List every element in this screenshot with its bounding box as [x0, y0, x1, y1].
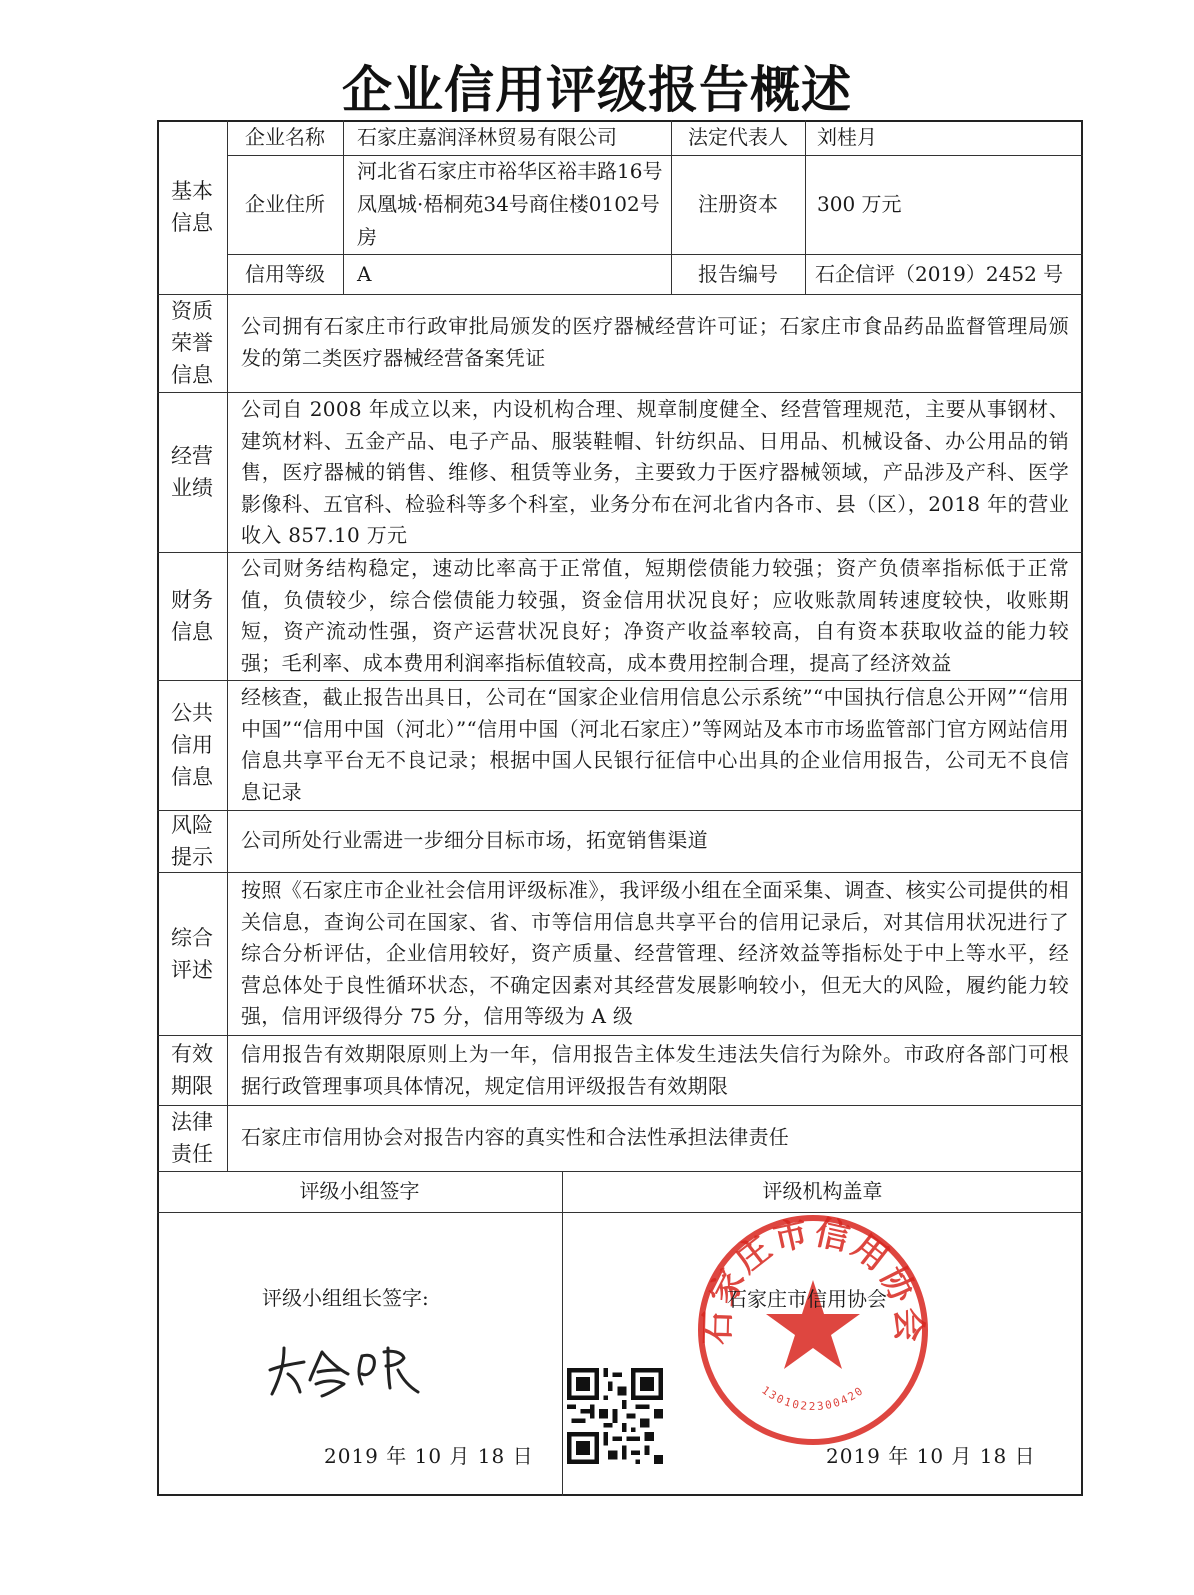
rating-value: A [357, 261, 372, 286]
section-text-risk: 公司所处行业需进一步细分目标市场，拓宽销售渠道 [241, 828, 708, 852]
row-divider [157, 1212, 1083, 1213]
section-label-summary: 综合评述 [171, 925, 213, 982]
seal-text: 石家庄市信用协会 [697, 1212, 929, 1346]
row-divider [157, 872, 1083, 873]
section-text-legal: 石家庄市信用协会对报告内容的真实性和合法性承担法律责任 [241, 1125, 790, 1149]
section-text-finance: 公司财务结构稳定，速动比率高于正常值，短期偿债能力较强；资产负债率指标低于正常值，负债较少，综合偿债能力较强，资金信用状况良好；应收账款周转速度较快，收账期短，资产流动性强，资产运营状况良好；净资产收益率较高，自有资本获取收益的能力较强；毛利率、成本费用利润率指标值较高，成本费用控制合理，提高了经济效益 [241, 556, 1069, 675]
section-text-public-credit: 经核查，截止报告出具日，公司在“国家企业信用信息公示系统”“中国执行信息公开网”“信用中国”“信用中国（河北）”“信用中国（河北石家庄）”等网站及本市市场监管部门官方网站信用信息共享平台无不良记录；根据中国人民银行征信中心出具的企业信用报告，公司无不良信息记录 [241, 685, 1069, 804]
company-name-value: 石家庄嘉润泽林贸易有限公司 [357, 125, 617, 149]
leader-signature-label: 评级小组组长签字: [262, 1286, 429, 1310]
section-text-summary: 按照《石家庄市企业社会信用评级标准》，我评级小组在全面采集、调查、核实公司提供的相关信息，查询公司在国家、省、市等信用信息共享平台的信用记录后，对其信用状况进行了综合分析评估，企业信用较好，资产质量、经营管理、经济效益等指标处于中上等水平，经营总体处于良性循环状态，不确定因素对其经营发展影响较小，但无大的风险，履约能力较强，信用评级得分 75 分，信用等级为 A 级 [241, 878, 1069, 1028]
row-divider [157, 294, 1083, 295]
section-label-risk: 风险提示 [171, 813, 213, 869]
document-title: 企业信用评级报告概述 [342, 61, 852, 119]
org-stamp-date: 2019 年 10 月 18 日 [826, 1444, 1036, 1468]
report-no-value: 石企信评（2019）2452 号 [815, 261, 1064, 286]
company-name-label: 企业名称 [245, 125, 325, 149]
section-label-finance: 财务信息 [171, 588, 213, 644]
group-signature-date: 2019 年 10 月 18 日 [324, 1444, 534, 1468]
legal-rep-label: 法定代表人 [688, 125, 788, 149]
row-divider [157, 1035, 1083, 1036]
org-name-label: 石家庄市信用协会 [727, 1287, 887, 1311]
section-label-business: 经营业绩 [171, 444, 213, 500]
legal-rep-value: 刘桂月 [817, 125, 877, 149]
section-label-legal: 法律责任 [171, 1110, 213, 1166]
capital-label: 注册资本 [698, 192, 778, 216]
svg-text:1301022300420 [759, 1384, 867, 1413]
org-stamp-header: 评级机构盖章 [762, 1179, 883, 1203]
seal-number: 1301022300420 [759, 1383, 867, 1414]
row-divider [157, 392, 1083, 393]
rating-label: 信用等级 [245, 261, 325, 286]
qr-code-icon [567, 1368, 663, 1464]
column-divider [562, 1171, 563, 1496]
section-text-validity: 信用报告有效期限原则上为一年，信用报告主体发生违法失信行为除外。市政府各部门可根据行政管理事项具体情况，规定信用评级报告有效期限 [241, 1042, 1069, 1098]
official-seal-icon [693, 1210, 933, 1450]
address-label: 企业住所 [245, 192, 325, 216]
address-value: 河北省石家庄市裕华区裕丰路16号凤凰城·梧桐苑34号商住楼0102号房 [357, 159, 663, 249]
row-divider [157, 1105, 1083, 1106]
section-label-basic: 基本信息 [171, 179, 213, 235]
section-label-qualification: 资质荣誉信息 [171, 299, 213, 387]
capital-value: 300 万元 [817, 192, 902, 216]
section-text-qualification: 公司拥有石家庄市行政审批局颁发的医疗器械经营许可证；石家庄市食品药品监督管理局颁发的第二类医疗器械经营备案凭证 [241, 314, 1069, 370]
section-label-validity: 有效期限 [171, 1042, 213, 1098]
report-no-label: 报告编号 [698, 261, 778, 286]
section-label-public-credit: 公共信用信息 [171, 701, 213, 789]
handwritten-signature-icon [262, 1340, 452, 1400]
row-divider [157, 680, 1083, 681]
row-divider [157, 810, 1083, 811]
group-signature-header: 评级小组签字 [299, 1179, 420, 1203]
section-text-business: 公司自 2008 年成立以来，内设机构合理、规章制度健全、经营管理规范，主要从事钢材、建筑材料、五金产品、电子产品、服装鞋帽、针纺织品、日用品、机械设备、办公用品的销售，医疗器械的销售、维修、租赁等业务，主要致力于医疗器械领域，产品涉及产科、医学影像科、五官科、检验科等多个科室，业务分布在河北省内各市、县（区），2018 年的营业收入 857.10 万元 [241, 397, 1069, 547]
